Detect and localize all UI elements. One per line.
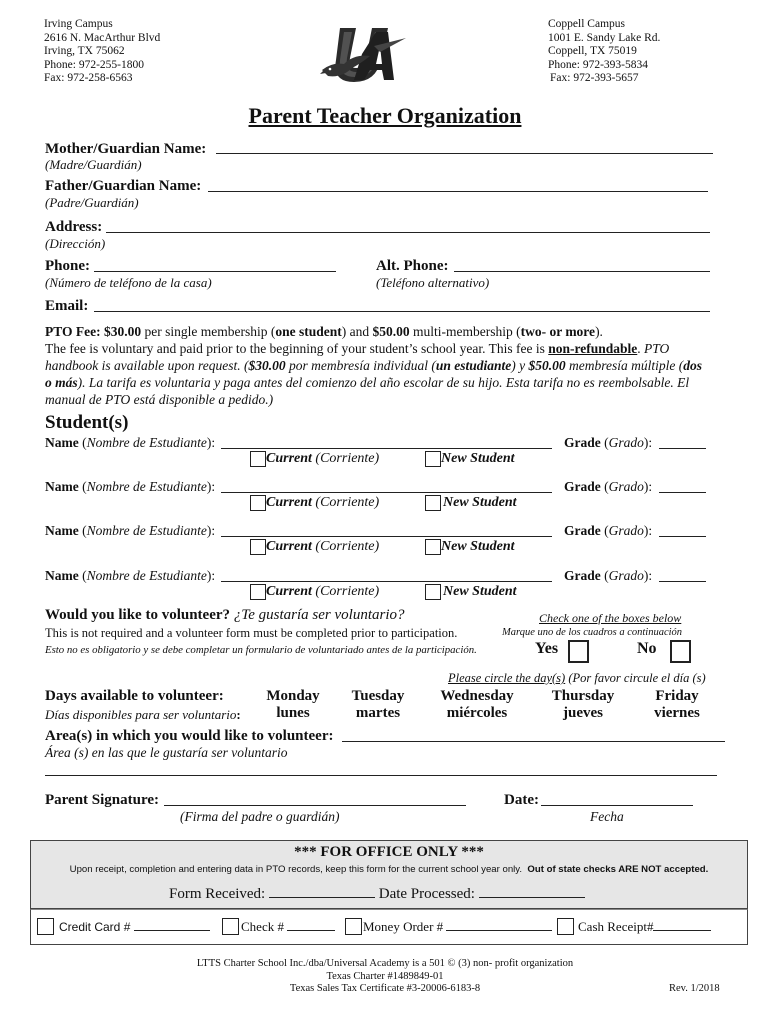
fee-text: multi-membership ( (409, 324, 521, 339)
cash-receipt-label: Cash Receipt# (578, 919, 654, 934)
volunteer-question-es: ¿Te gustaría ser voluntario? (233, 607, 405, 623)
new-student-label: New Student (441, 539, 515, 554)
fee-text: . (637, 341, 645, 356)
coppell-campus-phone: Phone: 972-393-5834 (548, 58, 648, 71)
money-order-label: Money Order # (363, 919, 444, 934)
fee-label: PTO Fee: $30.00 (45, 324, 142, 339)
circle-days-note (448, 671, 706, 686)
day-option[interactable] (622, 688, 732, 722)
parent-signature-sub: (Firma del padre o guardián) (180, 809, 340, 824)
day-option[interactable] (422, 688, 532, 722)
day-option[interactable] (323, 688, 433, 722)
student-name-field[interactable] (221, 434, 552, 449)
current-label-es: (Corriente) (315, 495, 380, 510)
parent-signature-label: Parent Signature: (45, 792, 160, 808)
footer-line-3: Texas Sales Tax Certificate #3-20006-6183-8 (289, 983, 481, 994)
coppell-campus-block (548, 18, 660, 86)
day-es: martes (355, 705, 401, 721)
new-student-checkbox[interactable] (425, 495, 441, 511)
students-heading: Student(s) (45, 412, 129, 433)
volunteer-no-label: No (637, 640, 657, 657)
current-label-en: Current (266, 495, 312, 510)
student-name-label-en: Name (45, 568, 79, 583)
father-guardian-field[interactable] (208, 177, 708, 192)
father-guardian-sub: (Padre/Guardián) (45, 195, 139, 210)
volunteer-no-checkbox[interactable] (670, 640, 691, 663)
student-name-label: Name (Nombre de Estudiante): (45, 479, 216, 494)
date-sub: Fecha (590, 809, 624, 824)
address-label: Address: (45, 219, 103, 235)
day-en: Tuesday (351, 688, 405, 704)
irving-campus-address: 2616 N. MacArthur Blvd (44, 31, 161, 44)
mother-guardian-label: Mother/Guardian Name: (45, 141, 207, 157)
office-processing-box (30, 880, 748, 909)
areas-label: Area(s) in which you would like to volunteer: (45, 728, 334, 744)
grade-label-en: Grade (564, 523, 601, 538)
grade-label-en: Grade (564, 479, 601, 494)
office-title: *** FOR OFFICE ONLY *** (294, 844, 484, 860)
current-label-en: Current (266, 539, 312, 554)
fee-text: ). (595, 324, 603, 339)
current-label (266, 584, 379, 600)
fee-multi-price: $50.00 (372, 324, 410, 339)
student-name-label: Name (Nombre de Estudiante): (45, 568, 216, 583)
grade-label-en: Grade (564, 435, 601, 450)
coppell-campus-city: Coppell, TX 75019 (548, 45, 637, 58)
date-processed-field[interactable] (479, 885, 585, 898)
grade-label-es: Grado (608, 479, 644, 494)
office-payment-box (30, 909, 748, 945)
credit-card-row (59, 920, 210, 934)
grade-field[interactable] (659, 478, 706, 493)
student-name-field[interactable] (221, 567, 552, 582)
cash-receipt-field[interactable] (653, 920, 711, 931)
day-es: lunes (276, 705, 310, 721)
grade-label-es: Grado (608, 568, 644, 583)
cash-receipt-row (578, 919, 711, 935)
irving-campus-city: Irving, TX 75062 (44, 45, 125, 58)
check-row (241, 919, 335, 935)
new-student-checkbox[interactable] (425, 584, 441, 600)
money-order-row (363, 919, 552, 935)
areas-field[interactable] (342, 727, 725, 742)
check-one-note: Check one of the boxes below (539, 611, 682, 625)
address-sub: (Dirección) (45, 236, 106, 251)
check-checkbox[interactable] (222, 918, 239, 935)
current-checkbox[interactable] (250, 584, 266, 600)
grade-label: Grade (Grado): (564, 523, 653, 538)
day-es: miércoles (446, 705, 508, 721)
parent-signature-field[interactable] (164, 791, 466, 806)
email-field[interactable] (94, 297, 710, 312)
credit-card-checkbox[interactable] (37, 918, 54, 935)
footer-block (0, 958, 770, 996)
student-name-field[interactable] (221, 478, 552, 493)
current-checkbox[interactable] (250, 539, 266, 555)
mother-guardian-row (45, 140, 206, 158)
page-title: Parent Teacher Organization (248, 103, 522, 128)
money-order-field[interactable] (446, 920, 552, 931)
new-student-label: New Student (443, 495, 517, 510)
day-en: Friday (655, 688, 699, 704)
current-label (266, 495, 379, 511)
grade-label: Grade (Grado): (564, 568, 653, 583)
areas-sub: Área (s) en las que le gustaría ser voluntario (45, 745, 288, 760)
day-en: Wednesday (440, 688, 514, 704)
current-label-es: (Corriente) (315, 451, 380, 466)
office-header-box (30, 840, 748, 881)
grade-label-es: Grado (608, 523, 644, 538)
phone-field[interactable] (94, 257, 336, 272)
mother-guardian-sub: (Madre/Guardián) (45, 157, 142, 172)
alt-phone-field[interactable] (454, 257, 710, 272)
fee-two-or-more: two- or more (520, 324, 596, 339)
date-label: Date: (504, 792, 539, 808)
date-field[interactable] (541, 791, 693, 806)
days-available-es-text: Días disponibles para ser voluntario (45, 707, 237, 722)
grade-label: Grade (Grado): (564, 435, 653, 450)
grade-label: Grade (Grado): (564, 479, 653, 494)
footer-line-1: LTTS Charter School Inc./dba/Universal Academy is a 501 © (3) non- profit organization (196, 958, 574, 969)
student-name-label-en: Name (45, 435, 79, 450)
fee-one-student: one student (275, 324, 342, 339)
date-processed-label: Date Processed: (378, 886, 475, 902)
circle-days-note-en: Please circle the day(s) (448, 671, 566, 685)
fee-es-text: ) y (511, 358, 529, 373)
form-received-label: Form Received: (169, 886, 266, 902)
student-name-label-es: Nombre de Estudiante (86, 435, 207, 450)
volunteer-yes-checkbox[interactable] (568, 640, 589, 663)
new-student-checkbox[interactable] (425, 539, 441, 555)
fee-es-price: $30.00 (248, 358, 286, 373)
check-one-note-es: Marque uno de los cuadros a continuación (502, 627, 683, 638)
credit-card-label: Credit Card # (59, 920, 131, 934)
day-es: jueves (563, 705, 603, 721)
volunteer-note-es: Esto no es obligatorio y se debe completar un formulario de voluntariado antes de la participación. (45, 644, 477, 656)
form-received-row (169, 885, 585, 903)
student-name-label-es: Nombre de Estudiante (86, 479, 207, 494)
student-name-label-en: Name (45, 479, 79, 494)
fee-es-two: dos (683, 358, 702, 373)
student-name-label: Name (Nombre de Estudiante): (45, 523, 216, 538)
fee-es-text: membresía múltiple ( (565, 358, 684, 373)
new-student-checkbox[interactable] (425, 451, 441, 467)
student-name-label-es: Nombre de Estudiante (86, 568, 207, 583)
fee-text: per single membership ( (141, 324, 276, 339)
father-guardian-label: Father/Guardian Name: (45, 178, 202, 194)
fee-es-text: manual de PTO está disponible a pedido.) (45, 392, 274, 407)
cash-receipt-checkbox[interactable] (557, 918, 574, 935)
email-label: Email: (45, 298, 89, 314)
fee-es-two: o más (45, 375, 78, 390)
student-name-label: Name (Nombre de Estudiante): (45, 435, 216, 450)
current-label-es: (Corriente) (315, 584, 380, 599)
grade-label-en: Grade (564, 568, 601, 583)
fee-paragraph (45, 323, 725, 408)
office-note-bold: Out of state checks ARE NOT accepted. (527, 864, 709, 875)
alt-phone-label: Alt. Phone: (376, 258, 449, 274)
fee-es-price: $50.00 (528, 358, 566, 373)
irving-campus-name: Irving Campus (44, 18, 113, 30)
credit-card-field[interactable] (134, 920, 210, 931)
volunteer-question-row (45, 607, 405, 624)
address-field[interactable] (106, 218, 710, 233)
current-checkbox[interactable] (250, 451, 266, 467)
student-name-field[interactable] (221, 522, 552, 537)
fee-es-text: ). La tarifa es voluntaria y paga antes del comienzo del año escolar de su hijo. Esta tarifa no es reembolsable. El (77, 375, 690, 390)
days-available-es: Días disponibles para ser voluntario: (45, 707, 241, 722)
fee-text: PTO (644, 341, 670, 356)
phone-sub: (Número de teléfono de la casa) (45, 275, 212, 290)
money-order-checkbox[interactable] (345, 918, 362, 935)
new-student-label: New Student (441, 451, 515, 466)
current-label (266, 539, 379, 555)
circle-days-note-es: (Por favor circule el día (s) (568, 671, 706, 685)
grade-field[interactable] (659, 567, 706, 582)
mother-guardian-field[interactable] (216, 139, 713, 154)
coppell-campus-address: 1001 E. Sandy Lake Rd. (548, 31, 661, 44)
grade-label-es: Grado (608, 435, 644, 450)
new-student-label: New Student (443, 584, 517, 599)
fee-es-text: por membresía individual ( (285, 358, 436, 373)
day-en: Thursday (551, 688, 615, 704)
current-label-en: Current (266, 584, 312, 599)
fee-es-text: handbook is available upon request. ( (45, 358, 249, 373)
current-label (266, 451, 379, 467)
day-en: Monday (266, 688, 320, 704)
footer-line-2: Texas Charter #1489849-01 (326, 970, 444, 982)
alt-phone-sub: (Teléfono alternativo) (376, 275, 490, 290)
irving-campus-fax: Fax: 972-258-6563 (44, 72, 133, 85)
office-note (31, 864, 747, 875)
fee-text: ) and (341, 324, 373, 339)
form-received-field[interactable] (269, 885, 375, 898)
irving-campus-block (44, 18, 160, 86)
student-name-label-es: Nombre de Estudiante (86, 523, 207, 538)
current-label-es: (Corriente) (315, 539, 380, 554)
office-note-text: Upon receipt, completion and entering data in PTO records, keep this form for the current school year only. (69, 864, 523, 875)
volunteer-yes-label: Yes (535, 640, 559, 657)
volunteer-question: Would you like to volunteer? (45, 607, 231, 623)
current-checkbox[interactable] (250, 495, 266, 511)
fee-text: The fee is voluntary and paid prior to the beginning of your student’s school year. This fee is (45, 341, 549, 356)
check-field[interactable] (287, 920, 335, 931)
eagle-logo-icon (318, 24, 408, 90)
areas-field-extra-line[interactable] (45, 775, 717, 776)
check-label: Check # (241, 919, 284, 934)
volunteer-note: This is not required and a volunteer form must be completed prior to participation. (45, 626, 458, 640)
coppell-campus-fax: Fax: 972-393-5657 (550, 72, 639, 85)
irving-campus-phone: Phone: 972-255-1800 (44, 58, 144, 71)
non-refundable-text: non-refundable (548, 341, 638, 356)
days-available-label: Days available to volunteer: (45, 688, 224, 704)
phone-label: Phone: (45, 258, 90, 274)
coppell-campus-name: Coppell Campus (548, 18, 625, 30)
fee-es-one: un estudiante (435, 358, 512, 373)
revision-label: Rev. 1/2018 (669, 983, 720, 994)
grade-field[interactable] (659, 434, 706, 449)
day-es: viernes (654, 705, 700, 721)
student-name-label-en: Name (45, 523, 79, 538)
grade-field[interactable] (659, 522, 706, 537)
current-label-en: Current (266, 451, 312, 466)
